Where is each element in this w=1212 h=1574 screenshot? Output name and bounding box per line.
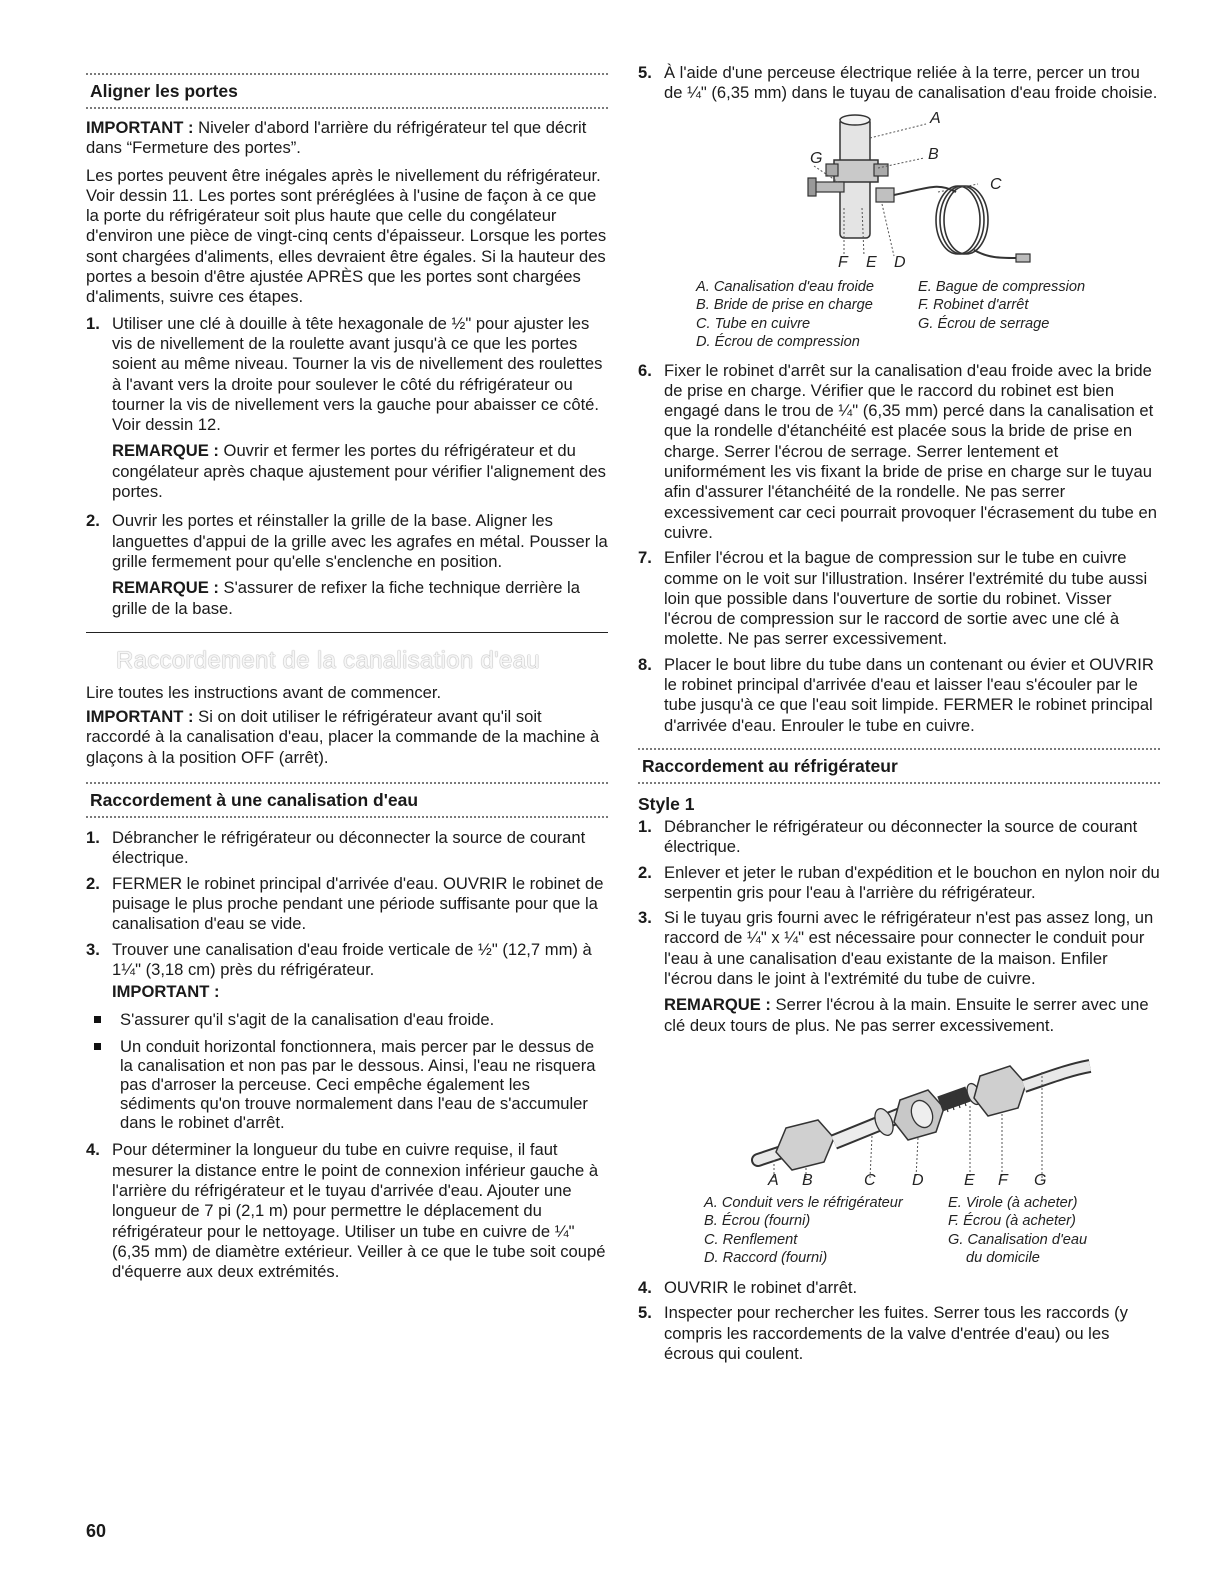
step-text: Utiliser une clé à douille à tête hexagonale de ½" pour ajuster les vis de nivellement de la roulette avant jusqu'à ce que les portes soient au même niveau. Tourner la vis de nivellement des roulettes à l'avant vers la droite pour soulever le côté du réfrigérateur ou tourner la vis de nivellement vers la gauche pour abaisser ce côté. Voir dessin 12. [112,313,603,435]
figure-label-d: D [894,253,906,271]
divider [86,816,608,818]
step-note [664,995,1160,1036]
section-heading-water-connection: Raccordement à une canalisation d'eau [90,790,419,811]
figure-label-b: B [928,145,939,163]
step-text: Enfiler l'écrou et la bague de compression sur le tube en cuivre comme on le voit sur l'illustration. Insérer l'extrémité du tube aussi loin que possible dans l'ouverture de sortie du robinet. Visser l'écrou de compression sur le raccord de sortie avec une clé à molette. Ne pas serrer excessivement. [664,548,1148,649]
legend-item: B. Écrou (fourni) [704,1213,811,1230]
step-number: 1. [638,816,652,836]
left-column [86,60,608,1282]
bullet-square-icon [94,1043,101,1050]
step-text: Trouver une canalisation d'eau froide verticale de ½" (12,7 mm) à 1¼" (3,18 cm) près du réfrigérateur. [112,939,592,979]
note-text: Serrer l'écrou à la main. Ensuite le serrer avec une clé deux tours de plus. Ne pas serrer excessivement. [664,995,1149,1035]
fridge-steps-after [638,1278,1160,1364]
list-item [638,817,1160,858]
legend-item: G. Canalisation d'eau [948,1231,1088,1248]
important-label: IMPORTANT : [86,118,194,137]
figure-legend-shutoff [638,278,1160,352]
legend-item: E. Virole (à acheter) [948,1194,1078,1211]
align-steps [86,314,608,619]
list-item [86,1140,608,1282]
section-rule [86,632,608,633]
list-item [638,1303,1160,1364]
step-text: Inspecter pour rechercher les fuites. Serrer tous les raccords (y compris les raccordements de la valve d'entrée d'eau) ou les écrous qui coulent. [664,1303,1128,1363]
list-item [86,314,608,503]
step-text: Pour déterminer la longueur du tube en cuivre requise, il faut mesurer la distance entre le point de connexion inférieur gauche à l'arrière du réfrigérateur et le tuyau d'arrivée d'eau. Ajouter une longueur de 7 pi (2,1 m) pour permettre le déplacement du réfrigérateur pour le nettoyage. Utiliser un tube en cuivre de ¼" (6,35 mm) de diamètre extérieur. Veiller à ce que le tube soit coupé d'équerre aux deux extrémités. [112,1140,606,1282]
step-text: FERMER le robinet principal d'arrivée d'eau. OUVRIR le robinet de puisage le plus proche pendant une période suffisante pour que la canalisation d'eau se vide. [112,873,604,934]
step-text: Enlever et jeter le ruban d'expédition et le bouchon en nylon noir du serpentin gris pour l'eau à l'arrière du réfrigérateur. [664,862,1160,902]
list-item [86,511,608,618]
legend-item: G. Écrou de serrage [918,315,1050,332]
figure-label-g: G [1034,1171,1047,1189]
divider [86,782,608,784]
shutoff-valve-illustration [638,108,1160,272]
figure-label-f: F [838,253,848,271]
important-paragraph [86,118,608,159]
divider [86,73,608,75]
legend-column-left [704,1194,948,1268]
page-number: 60 [86,1521,107,1541]
valve-steps [638,361,1160,736]
section-heading-align-doors: Aligner les portes [90,81,238,101]
body-paragraph: Les portes peuvent être inégales après le nivellement du réfrigérateur. Voir dessin 11. Les portes sont préréglées à l'usine de façon à ce que la porte du réfrigérateur soit plus haute que celle du congélateur d'environ une pièce de vingt-cinq cents d'épaisseur. Lorsque les portes sont chargées d'aliments, elles devraient être égales. Si la hauteur des portes a besoin d'être ajustée APRÈS que les portes sont chargées d'aliments, suivre ces étapes. [86,165,607,307]
list-item [86,828,608,869]
bullet-item [86,1037,608,1132]
legend-item: B. Bride de prise en charge [696,297,873,314]
list-item [86,940,608,1133]
figure-label-d: D [912,1171,924,1189]
bullet-item [86,1010,608,1029]
fitting-assembly-illustration [638,1042,1160,1190]
important-text: Niveler d'abord l'arrière du réfrigérateur tel que décrit dans “Fermeture des portes”. [86,118,587,158]
style-heading: Style 1 [638,793,695,814]
figure-label-f: F [998,1171,1008,1189]
step-number: 6. [638,360,652,380]
divider [638,782,1160,784]
legend-item: F. Écrou (à acheter) [948,1213,1076,1230]
figure-label-e: E [866,253,877,271]
water-steps [86,828,608,1282]
step-text: Débrancher le réfrigérateur ou déconnecter la source de courant électrique. [112,828,586,868]
list-item [638,655,1160,736]
step-text: Placer le bout libre du tube dans un contenant ou évier et OUVRIR le robinet principal d'arrivée d'eau et laisser l'eau s'écouler par le tube jusqu'à ce que l'eau soit limpide. FERMER le robinet principal d'arrivée d'eau. Enrouler le tube en cuivre. [664,654,1154,735]
step-number: 5. [638,63,652,82]
legend-item: C. Renflement [704,1231,798,1248]
bullet-square-icon [94,1016,101,1023]
figure-label-g: G [810,149,823,167]
step-number: 1. [86,828,100,848]
figure-legend-fitting [638,1194,1160,1268]
legend-item: du domicile [966,1250,1040,1267]
legend-item: F. Robinet d'arrêt [918,297,1029,314]
intro-paragraph: Lire toutes les instructions avant de commencer. [86,682,442,702]
step-note [112,441,608,502]
legend-item: E. Bague de compression [918,278,1086,295]
figure-shutoff-valve [638,108,1160,272]
legend-item: C. Tube en cuivre [696,315,811,332]
note-text: Ouvrir et fermer les portes du réfrigérateur et du congélateur après chaque ajustement pour vérifier l'alignement des portes. [112,441,606,502]
list-item [638,548,1160,649]
step-number: 2. [86,873,100,893]
step-note [112,578,608,619]
step-text: Si le tuyau gris fourni avec le réfrigérateur n'est pas assez long, un raccord de ¼" x ¼" est nécessaire pour connecter le conduit pour l'eau à une canalisation d'eau existante de la maison. Enfiler l'écrou dans le joint à l'extrémité du tube de cuivre. [664,908,1154,989]
step-text: À l'aide d'une perceuse électrique reliée à la terre, percer un trou de ¼" (6,35 mm) dans le tuyau de canalisation d'eau froide choisie. [664,63,1158,103]
step-number: 3. [638,908,652,928]
step-number: 7. [638,548,652,568]
step-number: 5. [638,1303,652,1323]
step-number: 8. [638,654,652,674]
right-column [638,60,1160,1364]
figure-label-c: C [990,175,1002,193]
legend-item: D. Raccord (fourni) [704,1250,828,1267]
bullet-text: S'assurer qu'il s'agit de la canalisation d'eau froide. [120,1010,495,1030]
bullet-text: Un conduit horizontal fonctionnera, mais percer par le dessus de la canalisation et non pas par le dessous. Ainsi, l'eau ne risquera pas d'arroser la perceuse. Ceci empêche également les sédiments qu'on trouve normalement dans l'eau de s'accumuler dans le robinet d'arrêt. [120,1037,596,1133]
list-item [86,874,608,935]
list-item [638,63,1160,104]
important-label: IMPORTANT : [86,707,194,727]
divider [638,748,1160,750]
figure-label-b: B [802,1171,813,1189]
note-label: REMARQUE : [664,995,771,1015]
figure-label-e: E [964,1171,975,1189]
legend-item: A. Canalisation d'eau froide [696,278,875,295]
divider [86,107,608,109]
note-label: REMARQUE : [112,578,219,598]
fridge-steps [638,817,1160,1036]
figure-fitting-assembly [638,1042,1160,1190]
step-number: 3. [86,939,100,959]
step-text: OUVRIR le robinet d'arrêt. [664,1277,858,1297]
figure-label-a: A [768,1171,779,1189]
step-number: 2. [638,862,652,882]
list-item [638,361,1160,544]
step-number: 2. [86,511,100,531]
legend-column-right [948,1194,1087,1268]
list-item [638,863,1160,904]
important-label: IMPORTANT : [112,982,220,1002]
important-paragraph [86,707,608,768]
figure-label-c: C [864,1171,876,1189]
legend-item: A. Conduit vers le réfrigérateur [704,1194,903,1211]
step-text: Ouvrir les portes et réinstaller la grille de la base. Aligner les languettes d'appui de la grille avec les agrafes en métal. Pousser la grille fermement pour qu'elle s'enclenche en position. [112,511,608,571]
step-text: Débrancher le réfrigérateur ou déconnecter la source de courant électrique. [664,816,1138,857]
list-item [638,1278,1160,1298]
note-text: S'assurer de refixer la fiche technique derrière la grille de la base. [112,578,580,618]
figure-label-a: A [930,109,941,127]
step-number: 4. [638,1277,652,1297]
legend-column-left [696,278,918,352]
step-text: Fixer le robinet d'arrêt sur la canalisation d'eau froide avec la bride de prise en charge. Vérifier que le raccord du robinet est bien engagé dans le trou de ¼" (6,35 mm) percé dans la canalisation et que la rondelle d'étanchéité est placée sous la bride de prise en charge. Serrer l'écrou de serrage. Serrer lentement et uniformément les vis fixant la bride de prise en charge sur le tuyau afin d'assurer l'étanchéité de la rondelle. Ne pas serrer excessivement car ceci pourrait provoquer l'écrasement du tube en cuivre. [664,360,1157,542]
important-text: Si on doit utiliser le réfrigérateur avant qu'il soit raccordé à la canalisation d'eau, placer la commande de la machine à glaçons à la position OFF (arrêt). [86,707,600,767]
section-title-water-line: Raccordement de la canalisation d'eau [116,646,540,674]
step-number: 1. [86,313,100,333]
note-label: REMARQUE : [112,441,219,461]
section-heading-fridge-connection: Raccordement au réfrigérateur [642,755,898,776]
list-item [638,908,1160,1036]
legend-column-right [918,278,1085,352]
legend-item: D. Écrou de compression [696,334,860,351]
step-number: 4. [86,1140,100,1160]
